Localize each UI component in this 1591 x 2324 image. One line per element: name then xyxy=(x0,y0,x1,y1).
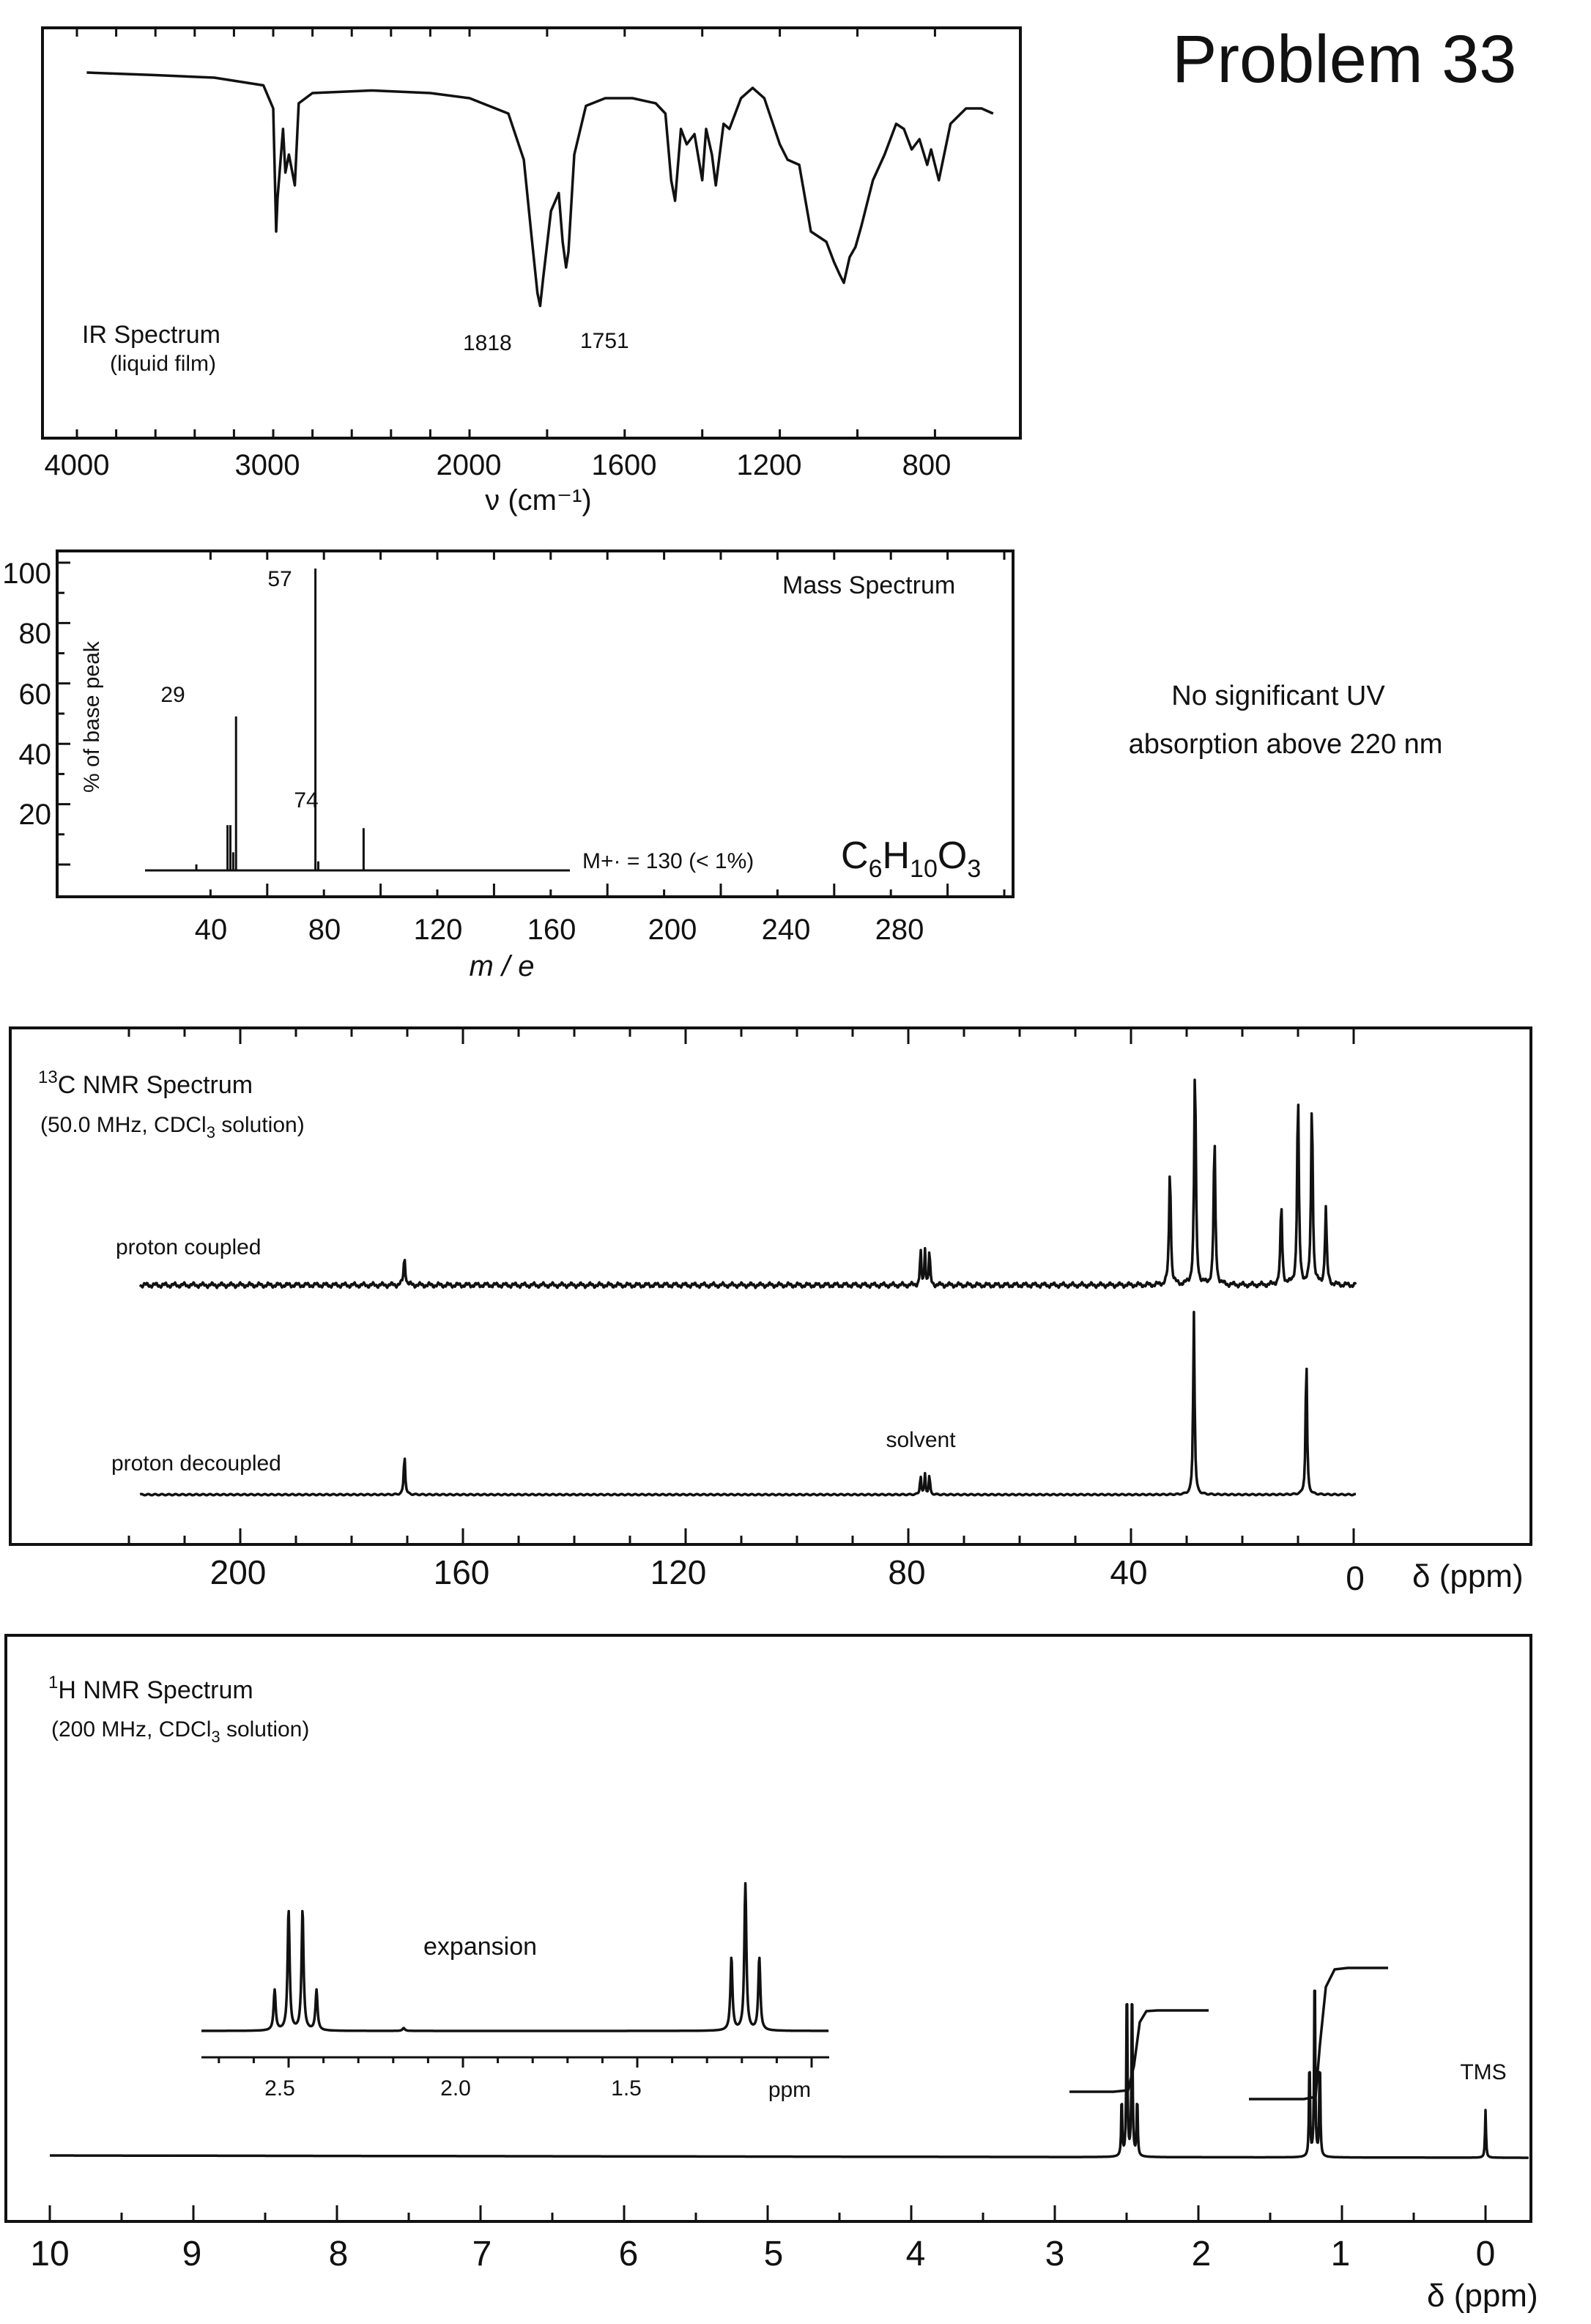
ir-x-tick-1200: 1200 xyxy=(736,449,802,481)
ms-x-tick-160: 160 xyxy=(527,914,576,946)
ms-frame xyxy=(57,551,1013,897)
h1-x-tick-0: 0 xyxy=(1475,2235,1496,2273)
c13-subtitle: (50.0 MHz, CDCl$_3$ solution) xyxy=(40,1113,305,1141)
ms-peak-label-29: 29 xyxy=(160,683,185,707)
page-title: Problem 33 xyxy=(1172,22,1517,97)
ms-x-tick-200: 200 xyxy=(648,914,697,946)
ir-x-tick-3000: 3000 xyxy=(234,449,300,481)
ms-x-tick-80: 80 xyxy=(308,914,341,946)
h1-ticks xyxy=(50,2205,1486,2221)
ms-x-tick-40: 40 xyxy=(194,914,228,946)
h1-integral-quartet xyxy=(1069,2010,1209,2092)
ms-x-tick-240: 240 xyxy=(761,914,811,946)
ir-x-tick-1600: 1600 xyxy=(591,449,657,481)
c13-solvent-label: solvent xyxy=(886,1428,956,1452)
uv-note-line2: absorption above 220 nm xyxy=(1128,729,1443,760)
h1-panel xyxy=(6,1635,1538,2314)
h1-inset-ticks xyxy=(219,2057,812,2068)
h1-x-tick-3: 3 xyxy=(1045,2235,1065,2273)
c13-x-tick-200: 200 xyxy=(209,1553,267,1591)
h1-main-trace xyxy=(50,1991,1529,2158)
h1-x-tick-1: 1 xyxy=(1330,2235,1351,2273)
ms-panel xyxy=(2,551,1013,982)
ir-subtitle: (liquid film) xyxy=(110,352,217,376)
ms-y-tick-60: 60 xyxy=(18,678,51,711)
ir-title: IR Spectrum xyxy=(82,321,220,349)
h1-inset-tick-2.5: 2.5 xyxy=(264,2076,295,2101)
ms-peak-label-74: 74 xyxy=(294,788,319,813)
h1-x-tick-4: 4 xyxy=(905,2235,926,2273)
ms-x-tick-280: 280 xyxy=(875,914,924,946)
c13-decoupled-trace xyxy=(140,1312,1356,1495)
ir-trace xyxy=(86,73,993,306)
ms-peak-label-57: 57 xyxy=(267,567,292,591)
ms-x-label: m / e xyxy=(469,950,535,982)
ir-x-tick-800: 800 xyxy=(902,449,952,481)
ms-y-label: % of base peak xyxy=(80,641,104,793)
ir-x-tick-4000: 4000 xyxy=(44,449,110,481)
h1-x-tick-5: 5 xyxy=(763,2235,784,2273)
h1-inset-tick-2.0: 2.0 xyxy=(440,2076,471,2101)
ms-y-tick-40: 40 xyxy=(18,739,51,771)
h1-x-tick-10: 10 xyxy=(30,2235,70,2273)
c13-x-label: δ (ppm) xyxy=(1412,1558,1524,1594)
c13-x-tick-40: 40 xyxy=(1110,1553,1148,1591)
h1-x-tick-7: 7 xyxy=(472,2235,492,2273)
ms-formula: $C_6H_{10}O_3$ xyxy=(841,835,982,883)
c13-decoupled-label: proton decoupled xyxy=(111,1451,281,1476)
h1-x-tick-2: 2 xyxy=(1191,2235,1212,2273)
ir-panel xyxy=(42,28,1020,517)
c13-x-tick-120: 120 xyxy=(650,1553,707,1591)
h1-inset-label: expansion xyxy=(423,1933,538,1961)
h1-x-tick-6: 6 xyxy=(618,2235,639,2273)
ms-y-tick-20: 20 xyxy=(18,799,51,831)
ms-peaks xyxy=(196,569,363,870)
h1-title: $^1$H NMR Spectrum xyxy=(48,1673,253,1704)
c13-x-tick-80: 80 xyxy=(888,1553,926,1591)
c13-x-tick-160: 160 xyxy=(433,1553,490,1591)
h1-inset-tick-ppm: ppm xyxy=(768,2078,812,2102)
ir-x-tick-2000: 2000 xyxy=(436,449,502,481)
h1-x-label: δ (ppm) xyxy=(1427,2278,1538,2314)
ms-y-tick-100: 100 xyxy=(2,558,51,590)
ms-x-tick-120: 120 xyxy=(413,914,463,946)
ir-x-label: ν (cm⁻¹) xyxy=(485,484,592,517)
ms-y-ticks xyxy=(57,563,70,865)
h1-tms-label: TMS xyxy=(1460,2060,1507,2084)
ms-title: Mass Spectrum xyxy=(782,571,956,599)
ir-ticks xyxy=(77,28,935,438)
c13-coupled-trace xyxy=(140,1080,1356,1288)
c13-x-tick-0: 0 xyxy=(1346,1559,1365,1597)
ir-annotation-1818: 1818 xyxy=(463,331,512,355)
h1-inset-tick-1.5: 1.5 xyxy=(611,2076,642,2101)
h1-x-tick-9: 9 xyxy=(182,2235,202,2273)
c13-title: $^{13}$C NMR Spectrum xyxy=(38,1067,253,1099)
ms-molecular-ion: M+· = 130 (< 1%) xyxy=(582,849,754,873)
uv-note-line1: No significant UV xyxy=(1171,681,1385,711)
ir-annotation-1751: 1751 xyxy=(580,329,629,353)
h1-x-tick-8: 8 xyxy=(328,2235,349,2273)
c13-coupled-label: proton coupled xyxy=(116,1235,262,1259)
h1-subtitle: (200 MHz, CDCl$_3$ solution) xyxy=(51,1717,310,1746)
ms-y-tick-80: 80 xyxy=(18,618,51,650)
c13-panel xyxy=(10,1028,1531,1597)
